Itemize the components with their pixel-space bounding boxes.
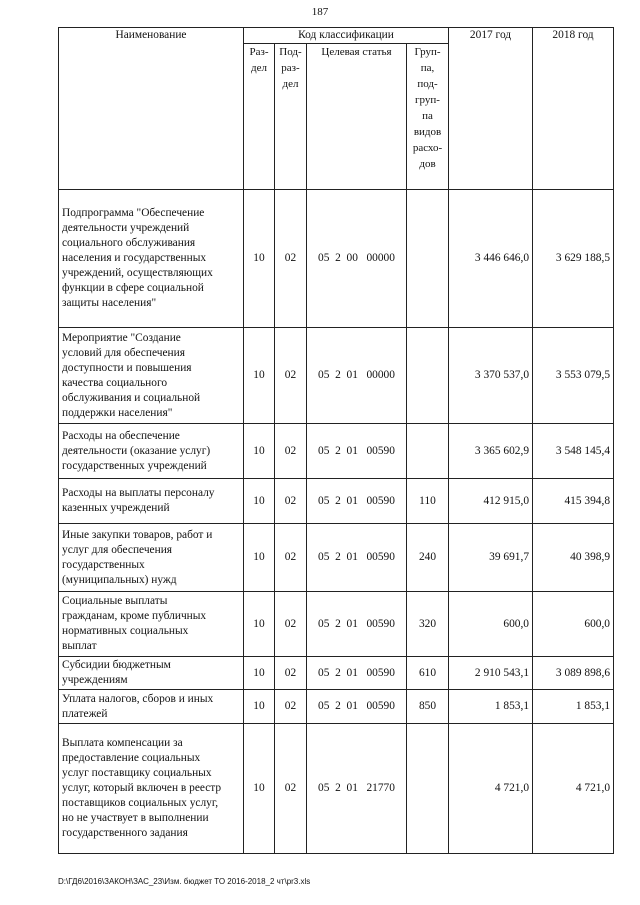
row-name-line: доступности и повышения [62,361,192,374]
cell-y2017: 1 853,1 [449,690,533,724]
table-row [59,524,614,592]
header-year-2017: 2017 год [449,28,533,190]
cell-y2018: 1 853,1 [533,690,614,724]
row-name-line: учреждениям [62,674,128,686]
row-name-line: казенных учреждений [62,502,170,514]
cell-subsection: 02 [275,592,307,657]
row-name-line: предоставление социальных [62,752,201,764]
cell-subsection: 02 [275,190,307,328]
header-subsection-line: дел [282,78,299,90]
cell-expense: 610 [407,657,449,690]
row-name-line: государственного задания [62,827,188,839]
cell-article: 05 2 01 00590 [307,592,407,657]
row-name-line: государственных учреждений [62,459,207,472]
cell-article: 05 2 00 00000 [307,190,407,328]
row-name-line: Мероприятие "Создание [62,331,181,344]
table-row [59,657,614,690]
header-subsection-line: Под- [279,46,302,58]
file-path-footer: D:\ГД6\2016\ЗАКОН\ЗАС_23\Изм. бюджет ТО 2016-2018_2 чт\pr3.xls [58,877,311,886]
cell-y2018: 4 721,0 [533,724,614,854]
cell-y2017: 39 691,7 [449,524,533,592]
row-name-line: Субсидии бюджетным [62,659,171,671]
row-name-line: Социальные выплаты [62,595,168,607]
table-row [59,592,614,657]
row-name-line: Выплата компенсации за [62,737,183,749]
cell-subsection: 02 [275,657,307,690]
cell-expense [407,424,449,479]
row-name [59,190,244,328]
cell-section: 10 [244,592,275,657]
row-name-line: Расходы на обеспечение [62,429,180,442]
row-name-line: условий для обеспечения [62,346,185,359]
header-expense-type [407,44,449,190]
header-expense-line: дов [419,158,436,170]
cell-y2017: 2 910 543,1 [449,657,533,690]
cell-section: 10 [244,479,275,524]
row-name [59,592,244,657]
page-number: 187 [311,6,329,18]
row-name [59,424,244,479]
cell-y2017: 3 365 602,9 [449,424,533,479]
cell-article: 05 2 01 00590 [307,424,407,479]
header-code-group: Код классификации [244,28,449,44]
cell-y2017: 412 915,0 [449,479,533,524]
cell-expense [407,190,449,328]
header-subsection [275,44,307,190]
cell-section: 10 [244,690,275,724]
table-row [59,328,614,424]
cell-article: 05 2 01 00000 [307,328,407,424]
header-subsection-line: раз- [281,62,300,74]
header-row-1 [59,28,614,44]
header-year-2018: 2018 год [533,28,614,190]
table-row [59,190,614,328]
row-name [59,657,244,690]
cell-subsection: 02 [275,424,307,479]
row-name-line: населения и государственных [62,252,207,264]
row-name-line: функции в сфере социальной [62,282,204,294]
row-name [59,690,244,724]
header-expense-line: расхо- [412,142,443,154]
row-name-line: но не участвует в выполнении [62,812,209,824]
header-expense-line: па [422,110,433,122]
cell-y2017: 3 446 646,0 [449,190,533,328]
row-name-line: Подпрограмма "Обеспечение [62,207,205,219]
row-name-line: поставщиков социальных услуг, [62,797,219,809]
cell-subsection: 02 [275,524,307,592]
budget-body [59,190,614,854]
cell-section: 10 [244,190,275,328]
header-article: Целевая статья [307,44,407,190]
table-row [59,690,614,724]
cell-y2017: 3 370 537,0 [449,328,533,424]
row-name-line: государственных [62,558,145,571]
header-section [244,44,275,190]
row-name [59,328,244,424]
row-name-line: Уплата налогов, сборов и иных [62,692,214,705]
header-expense-line: па, [420,62,435,74]
row-name [59,724,244,854]
cell-article: 05 2 01 00590 [307,524,407,592]
row-name-line: качества социального [62,376,168,389]
row-name-line: Иные закупки товаров, работ и [62,528,213,541]
row-name-line: поддержки населения" [62,406,173,419]
cell-y2018: 3 089 898,6 [533,657,614,690]
cell-section: 10 [244,424,275,479]
cell-section: 10 [244,328,275,424]
header-section-line: Раз- [249,46,269,58]
cell-y2018: 3 548 145,4 [533,424,614,479]
row-name-line: (муниципальных) нужд [62,573,177,586]
row-name-line: учреждений, осуществляющих [62,267,213,279]
cell-expense: 110 [407,479,449,524]
row-name-line: защиты населения" [62,297,157,309]
cell-y2018: 3 629 188,5 [533,190,614,328]
header-name: Наименование [59,28,244,190]
cell-subsection: 02 [275,724,307,854]
cell-article: 05 2 01 21770 [307,724,407,854]
row-name-line: услуг, который включен в реестр [62,782,222,794]
cell-article: 05 2 01 00590 [307,479,407,524]
row-name-line: гражданам, кроме публичных [62,610,207,622]
cell-y2018: 600,0 [533,592,614,657]
row-name [59,524,244,592]
cell-subsection: 02 [275,690,307,724]
row-name-line: нормативных социальных [62,625,189,637]
cell-article: 05 2 01 00590 [307,657,407,690]
row-name-line: выплат [62,640,97,652]
cell-expense: 240 [407,524,449,592]
table-row [59,479,614,524]
row-name-line: платежей [62,707,108,720]
row-name-line: деятельности (оказание услуг) [62,444,211,457]
row-name-line: услуг поставщику социальных [62,767,212,779]
cell-expense: 850 [407,690,449,724]
cell-y2018: 415 394,8 [533,479,614,524]
cell-y2017: 600,0 [449,592,533,657]
row-name [59,479,244,524]
header-expense-line: Груп- [414,46,441,58]
row-name-line: обслуживания и социальной [62,391,201,404]
cell-article: 05 2 01 00590 [307,690,407,724]
cell-section: 10 [244,524,275,592]
cell-section: 10 [244,724,275,854]
table-row [59,424,614,479]
cell-y2017: 4 721,0 [449,724,533,854]
cell-expense: 320 [407,592,449,657]
row-name-line: услуг для обеспечения [62,543,173,556]
cell-y2018: 40 398,9 [533,524,614,592]
cell-expense [407,724,449,854]
table-row [59,724,614,854]
cell-subsection: 02 [275,479,307,524]
header-expense-line: видов [413,126,442,138]
cell-subsection: 02 [275,328,307,424]
cell-y2018: 3 553 079,5 [533,328,614,424]
cell-expense [407,328,449,424]
header-expense-line: груп- [415,94,440,106]
cell-section: 10 [244,657,275,690]
row-name-line: Расходы на выплаты персоналу [62,487,215,499]
row-name-line: деятельности учреждений [62,222,190,234]
header-section-line: дел [251,62,267,74]
row-name-line: социального обслуживания [62,237,196,249]
budget-table [58,27,614,854]
header-expense-line: под- [417,78,438,90]
